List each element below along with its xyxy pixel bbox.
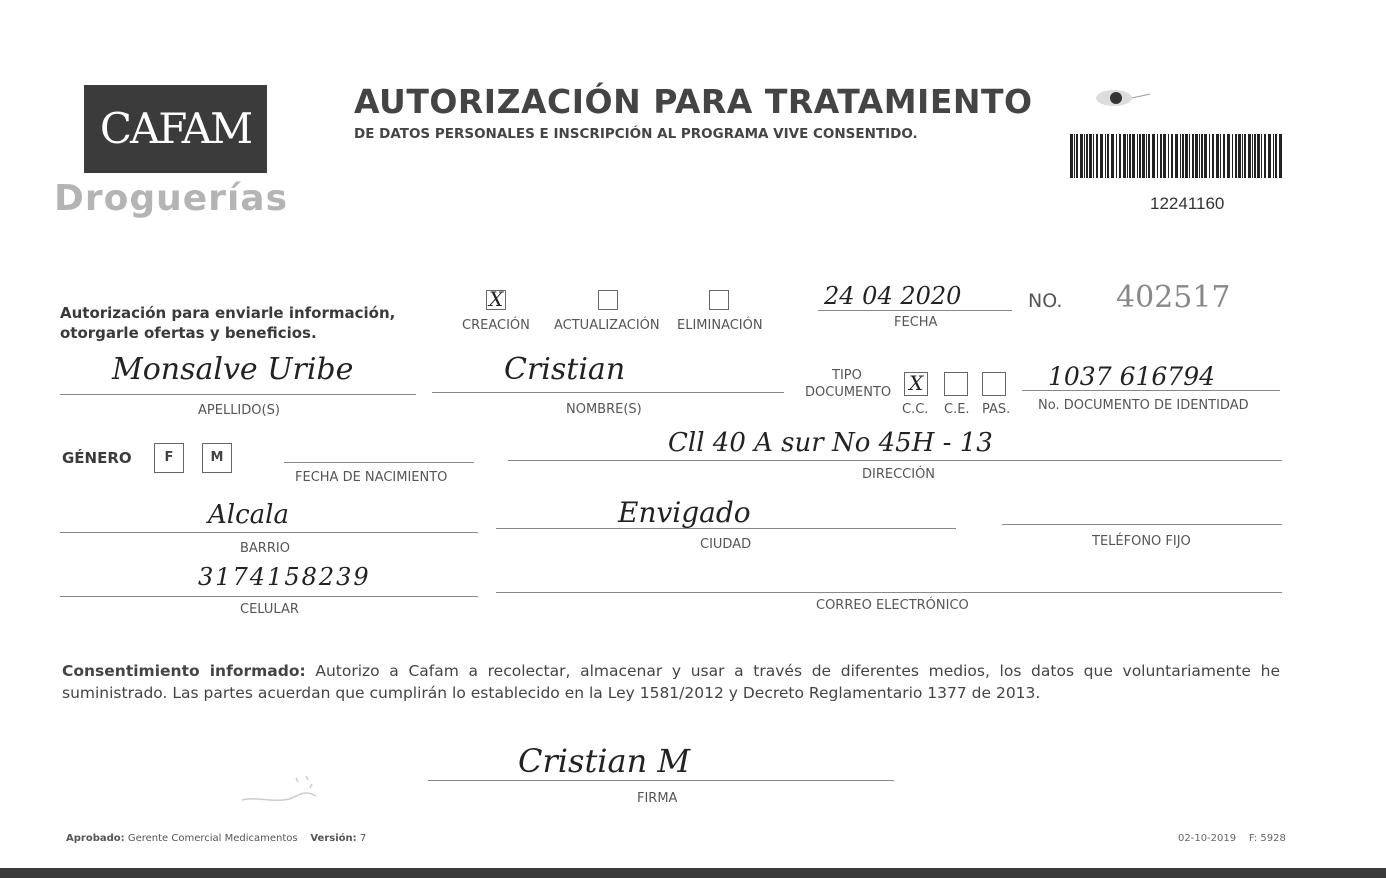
name-value[interactable]: Cristian — [504, 352, 626, 387]
id-number-value[interactable]: 1037 616794 — [1048, 362, 1216, 391]
delete-label: ELIMINACIÓN — [677, 318, 763, 333]
barcode-bar — [1235, 134, 1237, 178]
surname-label: APELLIDO(S) — [198, 403, 280, 418]
barcode-bar — [1139, 134, 1141, 178]
neighborhood-line — [60, 532, 478, 533]
neighborhood-value[interactable]: Alcala — [208, 500, 289, 530]
barcode-bar — [1273, 134, 1274, 178]
barcode-bar — [1254, 134, 1256, 178]
id-number-label: No. DOCUMENTO DE IDENTIDAD — [1038, 398, 1249, 413]
barcode-bar — [1089, 134, 1092, 178]
barcode-bar — [1216, 134, 1219, 178]
consent-text — [62, 660, 1280, 704]
ce-checkbox[interactable] — [944, 372, 968, 396]
email-line[interactable] — [496, 592, 1282, 593]
cc-label: C.C. — [902, 402, 929, 417]
consent-bold: Consentimiento informado: — [62, 662, 306, 680]
barcode-bar — [1242, 134, 1243, 178]
barcode-bar — [1261, 134, 1262, 178]
document-title: AUTORIZACIÓN PARA TRATAMIENTO — [354, 82, 1033, 121]
consent-body: Autorizo a Cafam a recolectar, almacenar y usar a través de diferentes medios, los datos que voluntariamente he suministrado. Las partes acuerdan que cumplirán lo establecido en la Ley 1581/2012 y Decreto Reglamentario 1377 de 2013. — [62, 662, 1280, 702]
signature-line — [428, 780, 894, 781]
mobile-label: CELULAR — [240, 602, 299, 617]
cc-mark: X — [909, 371, 924, 395]
neighborhood-label: BARRIO — [240, 541, 290, 556]
barcode-bar — [1129, 134, 1131, 178]
barcode-bar — [1093, 134, 1094, 178]
barcode-bar — [1100, 134, 1103, 178]
surname-line — [60, 394, 416, 395]
barcode-bar — [1223, 134, 1225, 178]
stamp-mark — [236, 770, 356, 814]
pas-checkbox[interactable] — [982, 372, 1006, 396]
phone-label: TELÉFONO FIJO — [1092, 534, 1191, 549]
barcode-bar — [1076, 134, 1078, 178]
auth-label-line2: otorgarle ofertas y beneficios. — [60, 324, 317, 342]
date-label: FECHA — [894, 315, 938, 330]
barcode-bar — [1199, 134, 1200, 178]
pas-label: PAS. — [982, 402, 1011, 417]
barcode-bar — [1111, 134, 1114, 178]
barcode-bar — [1148, 134, 1150, 178]
barcode-bar — [1180, 134, 1181, 178]
surname-value[interactable]: Monsalve Uribe — [112, 352, 354, 387]
barcode-bar — [1264, 134, 1266, 178]
bottom-border — [0, 868, 1386, 878]
barcode-bar — [1195, 134, 1198, 178]
barcode-bar — [1227, 134, 1230, 178]
number-label: NO. — [1028, 290, 1063, 312]
signature-value[interactable]: Cristian M — [518, 742, 691, 780]
barcode — [1068, 134, 1286, 178]
barcode-bar — [1096, 134, 1098, 178]
barcode-bar — [1238, 134, 1241, 178]
barcode-bar — [1080, 134, 1083, 178]
barcode-bar — [1182, 134, 1184, 178]
barcode-bar — [1084, 134, 1085, 178]
cc-checkbox[interactable] — [904, 372, 928, 396]
gender-m-checkbox[interactable]: M — [202, 443, 232, 473]
creation-mark: X — [489, 287, 504, 311]
signature-label: FIRMA — [637, 791, 678, 806]
barcode-bar — [1244, 134, 1246, 178]
gender-label: GÉNERO — [62, 449, 132, 467]
city-label: CIUDAD — [700, 537, 752, 552]
document-subtitle: DE DATOS PERSONALES E INSCRIPCIÓN AL PROGRAMA VIVE CONSENTIDO. — [354, 126, 918, 142]
form-number: 402517 — [1116, 280, 1231, 315]
creation-checkbox[interactable] — [486, 287, 506, 311]
barcode-bar — [1142, 134, 1145, 178]
mobile-line — [60, 596, 478, 597]
version-label: Versión: — [310, 833, 357, 844]
barcode-bar — [1275, 134, 1277, 178]
birth-date-label: FECHA DE NACIMIENTO — [295, 470, 448, 485]
barcode-bar — [1171, 134, 1173, 178]
date-code: 02-10-2019 — [1178, 833, 1237, 844]
ce-label: C.E. — [944, 402, 970, 417]
form-code: F: 5928 — [1248, 833, 1286, 844]
cafam-logo: CAFAM — [84, 85, 267, 173]
barcode-number: 12241160 — [1150, 194, 1225, 213]
logo-subtitle: Droguerías — [54, 178, 288, 219]
name-label: NOMBRE(S) — [566, 402, 642, 417]
barcode-bar — [1189, 134, 1190, 178]
doc-type-label-2: DOCUMENTO — [805, 385, 892, 400]
footer-approval — [66, 833, 366, 844]
barcode-bar — [1123, 134, 1126, 178]
barcode-bar — [1204, 134, 1207, 178]
address-value[interactable]: Cll 40 A sur No 45H - 13 — [668, 428, 993, 458]
auth-label-line1: Autorización para enviarle información, — [60, 304, 396, 322]
birth-date-line[interactable] — [284, 462, 474, 463]
eye-icon — [1092, 88, 1152, 108]
barcode-bar — [1163, 134, 1166, 178]
approved-value: Gerente Comercial Medicamentos — [127, 833, 298, 844]
barcode-bar — [1127, 134, 1128, 178]
barcode-bar — [1074, 134, 1075, 178]
footer-codes — [1178, 833, 1286, 844]
barcode-bar — [1157, 134, 1158, 178]
barcode-bar — [1070, 134, 1073, 178]
doc-type-label-1: TIPO — [832, 368, 862, 383]
gender-f-checkbox[interactable]: F — [154, 443, 184, 473]
city-value[interactable]: Envigado — [618, 496, 751, 529]
barcode-bar — [1201, 134, 1203, 178]
name-line — [432, 392, 784, 393]
date-line — [818, 310, 1012, 311]
barcode-bar — [1192, 134, 1194, 178]
update-label: ACTUALIZACIÓN — [554, 318, 660, 333]
barcode-bar — [1116, 134, 1117, 178]
barcode-bar — [1279, 134, 1282, 178]
barcode-bar — [1105, 134, 1106, 178]
barcode-bar — [1152, 134, 1155, 178]
barcode-bar — [1168, 134, 1169, 178]
barcode-bar — [1160, 134, 1162, 178]
barcode-bar — [1232, 134, 1233, 178]
address-line — [508, 460, 1282, 461]
email-label: CORREO ELECTRÓNICO — [816, 598, 969, 613]
creation-label: CREACIÓN — [462, 318, 530, 333]
barcode-bar — [1132, 134, 1135, 178]
version-value: 7 — [359, 833, 367, 844]
barcode-bar — [1086, 134, 1088, 178]
date-value[interactable]: 24 04 2020 — [824, 282, 962, 310]
city-line — [496, 528, 956, 529]
barcode-bar — [1268, 134, 1271, 178]
delete-checkbox[interactable] — [709, 290, 729, 310]
barcode-bar — [1146, 134, 1147, 178]
barcode-bar — [1248, 134, 1251, 178]
barcode-bar — [1107, 134, 1109, 178]
barcode-bar — [1185, 134, 1188, 178]
barcode-bar — [1220, 134, 1221, 178]
barcode-bar — [1119, 134, 1121, 178]
phone-line[interactable] — [1002, 524, 1282, 525]
barcode-bar — [1257, 134, 1260, 178]
barcode-bar — [1137, 134, 1138, 178]
barcode-bar — [1212, 134, 1214, 178]
address-label: DIRECCIÓN — [862, 467, 936, 482]
authorization-label — [60, 303, 395, 343]
barcode-bar — [1209, 134, 1210, 178]
approved-label: Aprobado: — [66, 833, 125, 844]
barcode-bar — [1175, 134, 1178, 178]
mobile-value[interactable]: 3174158239 — [198, 563, 371, 591]
id-number-line — [1022, 390, 1280, 391]
update-checkbox[interactable] — [598, 290, 618, 310]
barcode-bar — [1252, 134, 1253, 178]
